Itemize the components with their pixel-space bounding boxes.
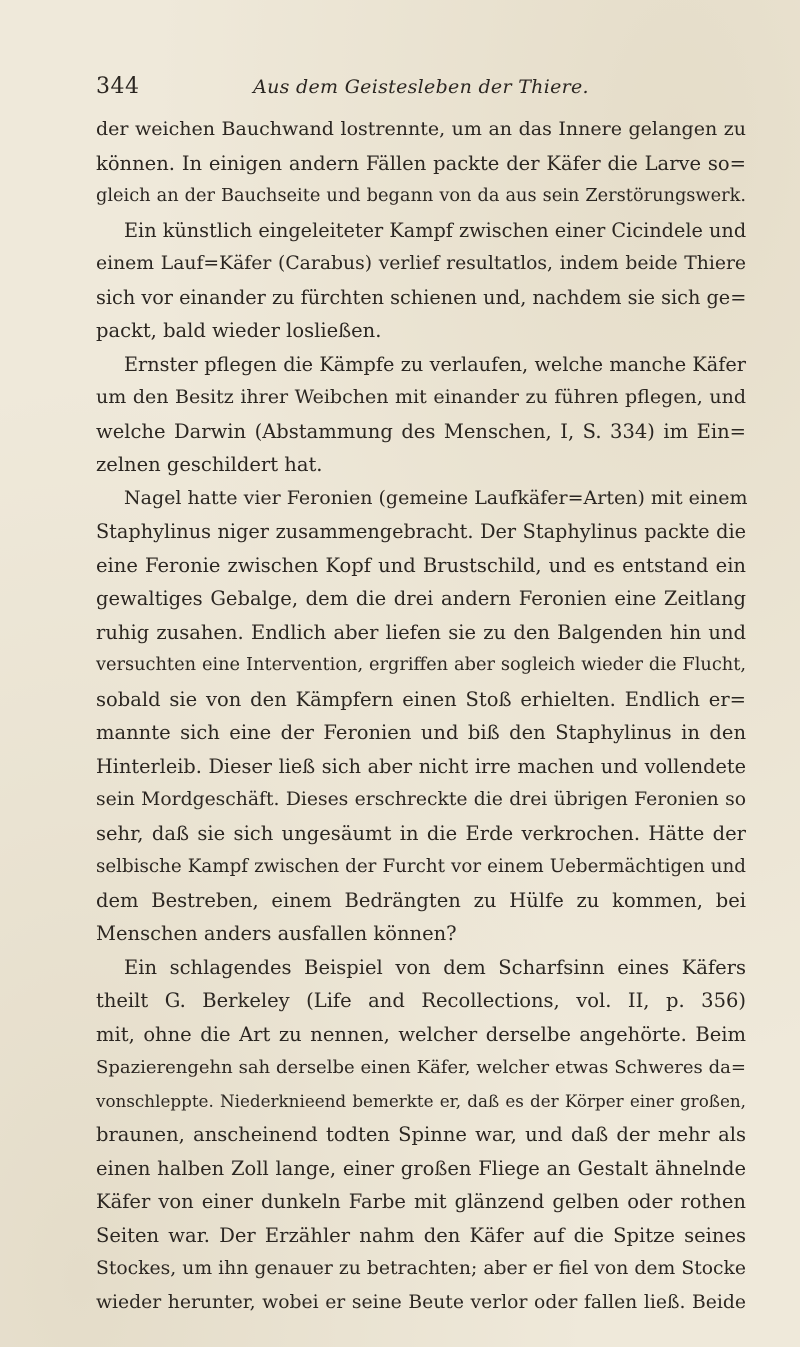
text-line: braunen, anscheinend todten Spinne war, und daß der mehr als: [96, 1123, 746, 1146]
text-line: selbische Kampf zwischen der Furcht vor einem Uebermächtigen und: [96, 856, 746, 877]
text-line: Spazierengehn sah derselbe einen Käfer, welcher etwas Schweres da=: [96, 1057, 746, 1078]
text-line: Stockes, um ihn genauer zu betrachten; aber er fiel von dem Stocke: [96, 1258, 746, 1279]
page-header: [96, 74, 746, 106]
text-line: der weichen Bauchwand lostrennte, um an das Innere gelangen zu: [96, 118, 746, 140]
text-line: zelnen geschildert hat.: [96, 453, 323, 476]
body-text: [96, 113, 746, 1319]
text-line: können. In einigen andern Fällen packte der Käfer die Larve so=: [96, 151, 746, 175]
text-line: sehr, daß sie sich ungesäumt in die Erde verkrochen. Hätte der: [96, 821, 746, 845]
running-title: Aus dem Geistesleben der Thiere.: [253, 76, 589, 98]
text-line: vonschleppte. Niederknieend bemerkte er, daß es der Körper einer großen,: [96, 1090, 746, 1111]
page-number: 344: [96, 74, 140, 99]
text-line: welche Darwin (Abstammung des Menschen, I, S. 334) im Ein=: [96, 419, 746, 443]
text-line: Hinterleib. Dieser ließ sich aber nicht irre machen und vollendete: [96, 754, 746, 778]
text-line: Menschen anders ausfallen können?: [96, 922, 457, 945]
text-line: dem Bestreben, einem Bedrängten zu Hülfe zu kommen, bei: [96, 888, 746, 912]
text-line: eine Feronie zwischen Kopf und Brustschild, und es entstand ein: [96, 553, 746, 577]
text-line: Nagel hatte vier Feronien (gemeine Laufkäfer=Arten) mit einem: [124, 486, 748, 509]
text-line: sein Mordgeschäft. Dieses erschreckte die drei übrigen Feronien so: [96, 789, 746, 810]
text-line: ruhig zusahen. Endlich aber liefen sie zu den Balgenden hin und: [96, 620, 746, 644]
text-line: Ein schlagendes Beispiel von dem Scharfsinn eines Käfers: [124, 955, 746, 979]
text-line: gewaltiges Gebalge, dem die drei andern Feronien eine Zeitlang: [96, 587, 746, 610]
text-line: einem Lauf=Käfer (Carabus) verlief resultatlos, indem beide Thiere: [96, 253, 746, 274]
text-line: gleich an der Bauchseite und begann von da aus sein Zerstörungswerk.: [96, 186, 746, 206]
text-line: mannte sich eine der Feronien und biß den Staphylinus in den: [96, 721, 746, 744]
text-line: packt, bald wieder losließen.: [96, 319, 382, 342]
text-line: versuchten eine Intervention, ergriffen aber sogleich wieder die Flucht,: [96, 655, 746, 675]
text-line: Staphylinus niger zusammengebracht. Der Staphylinus packte die: [96, 520, 746, 543]
text-line: einen halben Zoll lange, einer großen Fliege an Gestalt ähnelnde: [96, 1156, 746, 1180]
text-line: sich vor einander zu fürchten schienen und, nachdem sie sich ge=: [96, 285, 747, 309]
text-line: wieder herunter, wobei er seine Beute verlor oder fallen ließ. Beide: [96, 1291, 746, 1313]
text-line: Ernster pflegen die Kämpfe zu verlaufen, welche manche Käfer: [124, 352, 746, 376]
text-line: sobald sie von den Kämpfern einen Stoß erhielten. Endlich er=: [96, 687, 746, 711]
text-line: Seiten war. Der Erzähler nahm den Käfer auf die Spitze seines: [96, 1223, 746, 1247]
text-line: Ein künstlich eingeleiteter Kampf zwischen einer Cicindele und: [124, 218, 747, 242]
text-line: um den Besitz ihrer Weibchen mit einander zu führen pflegen, und: [96, 386, 746, 408]
text-line: mit, ohne die Art zu nennen, welcher derselbe angehörte. Beim: [96, 1022, 746, 1046]
text-line: theilt G. Berkeley (Life and Recollections, vol. II, p. 356): [96, 989, 746, 1012]
text-line: Käfer von einer dunkeln Farbe mit glänzend gelben oder rothen: [96, 1190, 746, 1213]
